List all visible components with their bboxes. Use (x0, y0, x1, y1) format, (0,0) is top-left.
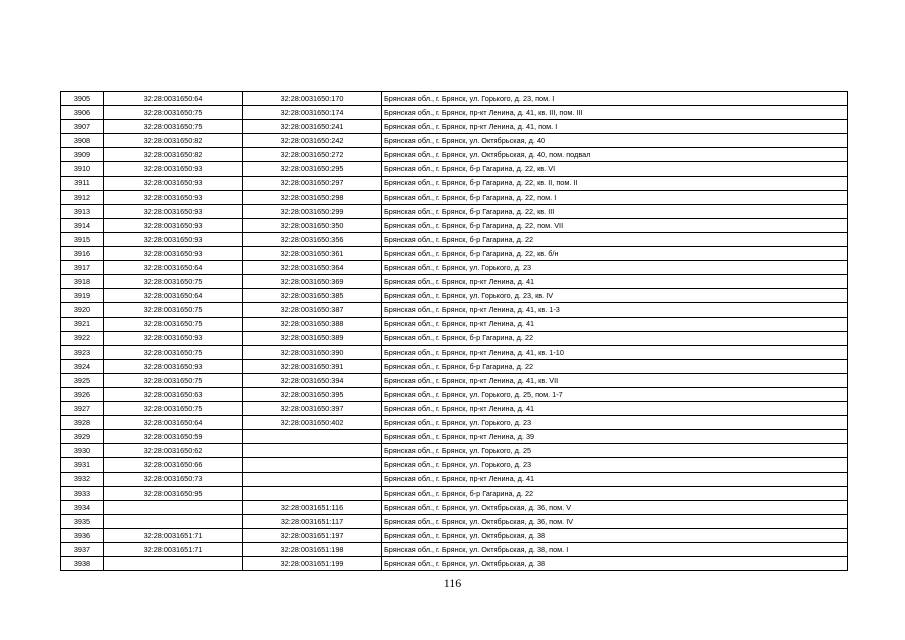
address-cell: Брянская обл., г. Брянск, ул. Октябрьская, д. 38 (382, 557, 848, 571)
land-plot-cadastral-number-cell: 32:28:0031650:64 (104, 261, 243, 275)
land-plot-cadastral-number-cell: 32:28:0031650:75 (104, 106, 243, 120)
object-cadastral-number-cell: 32:28:0031651:116 (243, 500, 382, 514)
table-row (61, 275, 848, 289)
object-cadastral-number-cell: 32:28:0031650:394 (243, 373, 382, 387)
address-cell: Брянская обл., г. Брянск, пр-кт Ленина, д. 39 (382, 430, 848, 444)
object-cadastral-number-cell: 32:28:0031650:397 (243, 402, 382, 416)
land-plot-cadastral-number-cell: 32:28:0031651:71 (104, 543, 243, 557)
land-plot-cadastral-number-cell: 32:28:0031650:64 (104, 289, 243, 303)
table-row (61, 514, 848, 528)
land-plot-cadastral-number-cell: 32:28:0031650:93 (104, 232, 243, 246)
land-plot-cadastral-number-cell: 32:28:0031650:59 (104, 430, 243, 444)
cadastral-registry-table (60, 91, 848, 571)
table-row (61, 176, 848, 190)
row-number-cell: 3910 (61, 162, 104, 176)
table-row (61, 373, 848, 387)
row-number-cell: 3923 (61, 345, 104, 359)
object-cadastral-number-cell (243, 472, 382, 486)
address-cell: Брянская обл., г. Брянск, пр-кт Ленина, д. 41 (382, 317, 848, 331)
object-cadastral-number-cell: 32:28:0031650:174 (243, 106, 382, 120)
row-number-cell: 3918 (61, 275, 104, 289)
table-row (61, 416, 848, 430)
object-cadastral-number-cell (243, 430, 382, 444)
row-number-cell: 3921 (61, 317, 104, 331)
object-cadastral-number-cell: 32:28:0031650:170 (243, 92, 382, 106)
row-number-cell: 3909 (61, 148, 104, 162)
land-plot-cadastral-number-cell (104, 557, 243, 571)
address-cell: Брянская обл., г. Брянск, пр-кт Ленина, д. 41, кв. 1-3 (382, 303, 848, 317)
land-plot-cadastral-number-cell: 32:28:0031650:93 (104, 359, 243, 373)
row-number-cell: 3928 (61, 416, 104, 430)
address-cell: Брянская обл., г. Брянск, ул. Октябрьская, д. 36, пом. IV (382, 514, 848, 528)
row-number-cell: 3931 (61, 458, 104, 472)
land-plot-cadastral-number-cell: 32:28:0031650:93 (104, 190, 243, 204)
row-number-cell: 3912 (61, 190, 104, 204)
row-number-cell: 3926 (61, 387, 104, 401)
table-row (61, 402, 848, 416)
object-cadastral-number-cell: 32:28:0031650:389 (243, 331, 382, 345)
object-cadastral-number-cell: 32:28:0031650:356 (243, 232, 382, 246)
row-number-cell: 3917 (61, 261, 104, 275)
row-number-cell: 3916 (61, 247, 104, 261)
address-cell: Брянская обл., г. Брянск, б-р Гагарина, д. 22, кв. II, пом. II (382, 176, 848, 190)
object-cadastral-number-cell: 32:28:0031650:369 (243, 275, 382, 289)
row-number-cell: 3922 (61, 331, 104, 345)
address-cell: Брянская обл., г. Брянск, б-р Гагарина, д. 22, кв. б/н (382, 247, 848, 261)
row-number-cell: 3915 (61, 232, 104, 246)
address-cell: Брянская обл., г. Брянск, пр-кт Ленина, д. 41 (382, 275, 848, 289)
table-row (61, 444, 848, 458)
object-cadastral-number-cell: 32:28:0031650:385 (243, 289, 382, 303)
table-row (61, 359, 848, 373)
object-cadastral-number-cell: 32:28:0031650:388 (243, 317, 382, 331)
row-number-cell: 3907 (61, 120, 104, 134)
land-plot-cadastral-number-cell: 32:28:0031651:71 (104, 528, 243, 542)
land-plot-cadastral-number-cell: 32:28:0031650:75 (104, 402, 243, 416)
land-plot-cadastral-number-cell: 32:28:0031650:93 (104, 176, 243, 190)
table-row (61, 528, 848, 542)
table-row (61, 190, 848, 204)
object-cadastral-number-cell: 32:28:0031651:117 (243, 514, 382, 528)
table-body (61, 92, 848, 571)
address-cell: Брянская обл., г. Брянск, ул. Октябрьская, д. 40 (382, 134, 848, 148)
table-row (61, 148, 848, 162)
table-row (61, 543, 848, 557)
address-cell: Брянская обл., г. Брянск, б-р Гагарина, д. 22 (382, 232, 848, 246)
object-cadastral-number-cell: 32:28:0031650:364 (243, 261, 382, 275)
table-row (61, 500, 848, 514)
address-cell: Брянская обл., г. Брянск, б-р Гагарина, д. 22, кв. III (382, 204, 848, 218)
address-cell: Брянская обл., г. Брянск, ул. Горького, д. 23 (382, 261, 848, 275)
object-cadastral-number-cell: 32:28:0031650:241 (243, 120, 382, 134)
row-number-cell: 3937 (61, 543, 104, 557)
address-cell: Брянская обл., г. Брянск, ул. Горького, д. 23 (382, 458, 848, 472)
table-row (61, 387, 848, 401)
address-cell: Брянская обл., г. Брянск, ул. Октябрьская, д. 38, пом. I (382, 543, 848, 557)
land-plot-cadastral-number-cell: 32:28:0031650:64 (104, 92, 243, 106)
row-number-cell: 3930 (61, 444, 104, 458)
address-cell: Брянская обл., г. Брянск, ул. Горького, д. 23, кв. IV (382, 289, 848, 303)
table-row (61, 486, 848, 500)
table-row (61, 557, 848, 571)
object-cadastral-number-cell (243, 486, 382, 500)
table-row (61, 218, 848, 232)
address-cell: Брянская обл., г. Брянск, ул. Горького, д. 23, пом. I (382, 92, 848, 106)
object-cadastral-number-cell: 32:28:0031650:402 (243, 416, 382, 430)
row-number-cell: 3934 (61, 500, 104, 514)
address-cell: Брянская обл., г. Брянск, ул. Октябрьская, д. 40, пом. подвал (382, 148, 848, 162)
row-number-cell: 3906 (61, 106, 104, 120)
table-row (61, 345, 848, 359)
object-cadastral-number-cell: 32:28:0031650:361 (243, 247, 382, 261)
object-cadastral-number-cell: 32:28:0031650:242 (243, 134, 382, 148)
land-plot-cadastral-number-cell: 32:28:0031650:75 (104, 303, 243, 317)
table-row (61, 204, 848, 218)
table-row (61, 106, 848, 120)
page-number: 116 (443, 576, 462, 590)
land-plot-cadastral-number-cell: 32:28:0031650:73 (104, 472, 243, 486)
land-plot-cadastral-number-cell: 32:28:0031650:64 (104, 416, 243, 430)
row-number-cell: 3935 (61, 514, 104, 528)
land-plot-cadastral-number-cell: 32:28:0031650:93 (104, 331, 243, 345)
row-number-cell: 3932 (61, 472, 104, 486)
land-plot-cadastral-number-cell: 32:28:0031650:63 (104, 387, 243, 401)
address-cell: Брянская обл., г. Брянск, ул. Горького, д. 23 (382, 416, 848, 430)
address-cell: Брянская обл., г. Брянск, пр-кт Ленина, д. 41, кв. 1-10 (382, 345, 848, 359)
table-row (61, 120, 848, 134)
table-row (61, 289, 848, 303)
table-row (61, 162, 848, 176)
address-cell: Брянская обл., г. Брянск, б-р Гагарина, д. 22, пом. I (382, 190, 848, 204)
address-cell: Брянская обл., г. Брянск, ул. Горького, д. 25 (382, 444, 848, 458)
object-cadastral-number-cell: 32:28:0031650:272 (243, 148, 382, 162)
table-row (61, 261, 848, 275)
address-cell: Брянская обл., г. Брянск, пр-кт Ленина, д. 41 (382, 472, 848, 486)
land-plot-cadastral-number-cell: 32:28:0031650:93 (104, 162, 243, 176)
address-cell: Брянская обл., г. Брянск, ул. Октябрьская, д. 36, пом. V (382, 500, 848, 514)
row-number-cell: 3929 (61, 430, 104, 444)
object-cadastral-number-cell: 32:28:0031650:395 (243, 387, 382, 401)
land-plot-cadastral-number-cell: 32:28:0031650:75 (104, 275, 243, 289)
table-row (61, 247, 848, 261)
land-plot-cadastral-number-cell (104, 500, 243, 514)
row-number-cell: 3908 (61, 134, 104, 148)
row-number-cell: 3938 (61, 557, 104, 571)
row-number-cell: 3919 (61, 289, 104, 303)
object-cadastral-number-cell: 32:28:0031650:391 (243, 359, 382, 373)
row-number-cell: 3913 (61, 204, 104, 218)
table-row (61, 331, 848, 345)
land-plot-cadastral-number-cell: 32:28:0031650:93 (104, 218, 243, 232)
object-cadastral-number-cell: 32:28:0031650:298 (243, 190, 382, 204)
row-number-cell: 3925 (61, 373, 104, 387)
address-cell: Брянская обл., г. Брянск, б-р Гагарина, д. 22 (382, 331, 848, 345)
object-cadastral-number-cell: 32:28:0031651:197 (243, 528, 382, 542)
address-cell: Брянская обл., г. Брянск, пр-кт Ленина, д. 41, кв. III, пом. III (382, 106, 848, 120)
address-cell: Брянская обл., г. Брянск, пр-кт Ленина, д. 41, кв. VII (382, 373, 848, 387)
land-plot-cadastral-number-cell: 32:28:0031650:75 (104, 317, 243, 331)
address-cell: Брянская обл., г. Брянск, ул. Горького, д. 25, пом. 1-7 (382, 387, 848, 401)
land-plot-cadastral-number-cell: 32:28:0031650:93 (104, 247, 243, 261)
land-plot-cadastral-number-cell: 32:28:0031650:95 (104, 486, 243, 500)
address-cell: Брянская обл., г. Брянск, ул. Октябрьская, д. 38 (382, 528, 848, 542)
table-row (61, 92, 848, 106)
land-plot-cadastral-number-cell: 32:28:0031650:75 (104, 345, 243, 359)
land-plot-cadastral-number-cell: 32:28:0031650:66 (104, 458, 243, 472)
row-number-cell: 3924 (61, 359, 104, 373)
land-plot-cadastral-number-cell: 32:28:0031650:82 (104, 134, 243, 148)
address-cell: Брянская обл., г. Брянск, б-р Гагарина, д. 22 (382, 359, 848, 373)
table-row (61, 430, 848, 444)
object-cadastral-number-cell: 32:28:0031650:295 (243, 162, 382, 176)
row-number-cell: 3936 (61, 528, 104, 542)
address-cell: Брянская обл., г. Брянск, б-р Гагарина, д. 22, пом. VII (382, 218, 848, 232)
table-row (61, 134, 848, 148)
row-number-cell: 3914 (61, 218, 104, 232)
table-row (61, 232, 848, 246)
address-cell: Брянская обл., г. Брянск, б-р Гагарина, д. 22, кв. VI (382, 162, 848, 176)
land-plot-cadastral-number-cell: 32:28:0031650:62 (104, 444, 243, 458)
table-row (61, 303, 848, 317)
object-cadastral-number-cell: 32:28:0031650:387 (243, 303, 382, 317)
table-row (61, 472, 848, 486)
object-cadastral-number-cell: 32:28:0031650:390 (243, 345, 382, 359)
row-number-cell: 3933 (61, 486, 104, 500)
address-cell: Брянская обл., г. Брянск, пр-кт Ленина, д. 41, пом. I (382, 120, 848, 134)
object-cadastral-number-cell: 32:28:0031650:350 (243, 218, 382, 232)
row-number-cell: 3911 (61, 176, 104, 190)
address-cell: Брянская обл., г. Брянск, пр-кт Ленина, д. 41 (382, 402, 848, 416)
land-plot-cadastral-number-cell: 32:28:0031650:93 (104, 204, 243, 218)
land-plot-cadastral-number-cell: 32:28:0031650:75 (104, 120, 243, 134)
object-cadastral-number-cell (243, 444, 382, 458)
row-number-cell: 3905 (61, 92, 104, 106)
object-cadastral-number-cell: 32:28:0031651:198 (243, 543, 382, 557)
object-cadastral-number-cell: 32:28:0031651:199 (243, 557, 382, 571)
object-cadastral-number-cell: 32:28:0031650:299 (243, 204, 382, 218)
object-cadastral-number-cell (243, 458, 382, 472)
table-row (61, 317, 848, 331)
row-number-cell: 3920 (61, 303, 104, 317)
table-row (61, 458, 848, 472)
object-cadastral-number-cell: 32:28:0031650:297 (243, 176, 382, 190)
land-plot-cadastral-number-cell: 32:28:0031650:75 (104, 373, 243, 387)
land-plot-cadastral-number-cell: 32:28:0031650:82 (104, 148, 243, 162)
land-plot-cadastral-number-cell (104, 514, 243, 528)
address-cell: Брянская обл., г. Брянск, б-р Гагарина, д. 22 (382, 486, 848, 500)
row-number-cell: 3927 (61, 402, 104, 416)
